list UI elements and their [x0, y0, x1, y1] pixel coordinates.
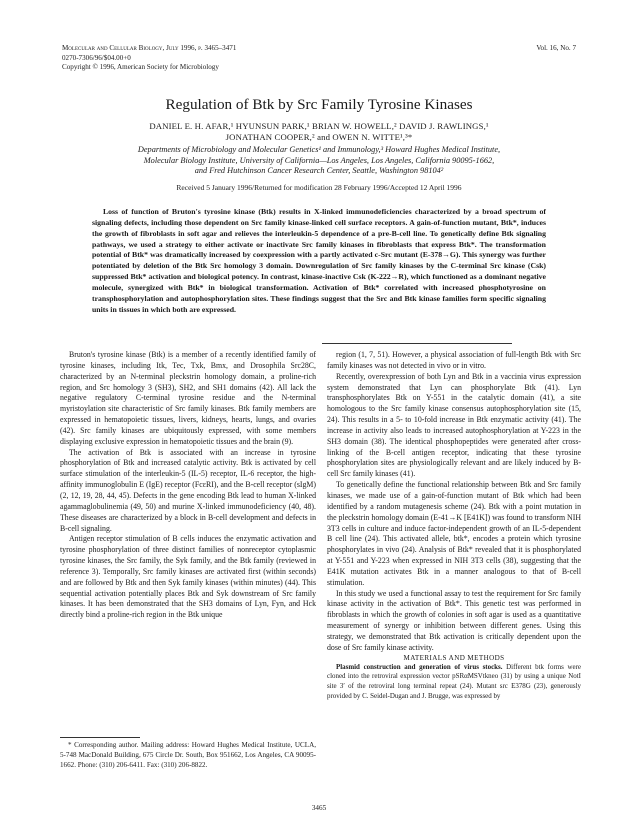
issn-line: 0270-7306/96/$04.00+0: [62, 53, 131, 62]
journal-citation: Molecular and Cellular Biology, July 1996, p. 3465–3471: [62, 44, 237, 52]
received-dates: Received 5 January 1996/Returned for modification 28 February 1996/Accepted 12 April 1996: [176, 183, 462, 192]
body-paragraph: region (1, 7, 51). However, a physical association of full-length Btk with Src family kinases was not detected in vivo or in vitro.: [327, 350, 581, 370]
methods-run-in-heading: Plasmid construction and generation of virus stocks.: [336, 662, 503, 671]
body-paragraph: Recently, overexpression of both Lyn and Btk in a vaccinia virus expression system demonstrated that Lyn can phosphorylate Btk (41). Lyn transphosphorylates Btk on Y-551 in the catalytic domain (41), a site homologous to the Src family kinase consensus autophosphorylation site (15, 24). This results in a 5- to 10-fold increase in Btk enzymatic activity (41). The increase in activity also leads to increased autophosphorylation at Y-223 in the SH3 domain (38). The identical phosphopeptides were generated after cross-linking of the B-cell antigen receptor, indicating that these tyrosine phosphorylation sites are physiologically relevant and are likely induced by B-cell Src family kinases (41).: [327, 371, 581, 479]
body-paragraph: Bruton's tyrosine kinase (Btk) is a member of a recently identified family of tyrosine kinases, including Itk, Tec, Txk, Bmx, and Drosophila Src28C, characterized by an N-terminal pleckstrin homology domain, a proline-rich region, and Src homology 3 (SH3), SH2, and SH1 domains (42). All lack the negative regulatory C-terminal tyrosine residue and the N-terminal myristoylation site characteristic of Src family kinases. Btk family members are expressed in hematopoietic tissues, livers, kidneys, hearts, lungs, and ovaries (42). Src family kinases are ubiquitously expressed, with some members displaying exclusive expression in hematopoietic tissues and the brain (9).: [60, 350, 316, 446]
abstract-divider: [322, 343, 512, 344]
affiliation-line-2: Molecular Biology Institute, University of California—Los Angeles, Los Angeles, California 90095-1662,: [143, 155, 495, 165]
right-column: [327, 350, 581, 701]
journal-header: [62, 44, 576, 73]
authors-line-1: DANIEL E. H. AFAR,¹ HYUNSUN PARK,¹ BRIAN W. HOWELL,² DAVID J. RAWLINGS,¹: [149, 121, 489, 131]
affiliations: [100, 145, 538, 177]
body-paragraph: Antigen receptor stimulation of B cells induces the enzymatic activation and tyrosine phosphorylation of three distinct families of nonreceptor cytoplasmic tyrosine kinases, the Src family, the Syk family, and the Btk family (reviewed in reference 3). Temporally, Src family kinases are activated first (within seconds) and are followed by Btk and then Syk family kinases (within minutes) (44). This sequential activation potentially places Btk and Syk downstream of Src family kinases. It has been demonstrated that the SH3 domains of Lyn, Fyn, and Hck directly bind a proline-rich region in the Btk unique: [60, 534, 316, 620]
volume-issue: Vol. 16, No. 7: [536, 44, 576, 52]
methods-text: Different btk forms were cloned into the retroviral expression vector pSRαMSVtkneo (31) by using a unique NotI site 3′ of the retroviral long terminal repeat (24). Mutant src E378G (23), generously provided by C. Seidel-Dugan and J. Brugge, was expressed by: [327, 662, 582, 700]
body-paragraph: The activation of Btk is associated with an increase in tyrosine phosphorylation of Btk and increased catalytic activity. Btk is activated by cell surface stimulation of the interleukin-5 (IL-5) receptor, IL-6 receptor, the high-affinity immunoglobulin E (IgE) receptor (FcεRI), and the B-cell receptor (sIgM) (2, 12, 19, 28, 44, 45). Defects in the gene encoding Btk lead to human X-linked agammaglobulinemia (49, 50) and murine X-linked immunodeficiency (40, 48). These diseases are characterized by a block in B-cell development and defects in B-cell signaling.: [60, 447, 316, 533]
footnote-rule: [60, 737, 140, 738]
corresponding-author-footnote: * Corresponding author. Mailing address: Howard Hughes Medical Institute, UCLA, 5-748 MacDonald Building, 675 Circle Dr. South, Box 951662, Los Angeles, CA 90095-1662. Phone: (310) 206-6411. Fax: (310) 206-8822.: [60, 741, 316, 769]
article-title: Regulation of Btk by Src Family Tyrosine Kinases: [165, 96, 473, 113]
body-paragraph: In this study we used a functional assay to test the requirement for Src family kinase activity in the activation of Btk*. This genetic test was performed in fibroblasts in which the growth of colonies in soft agar is used as a quantitative measurement of synergy or inhibition between different genes. Using this strategy, we demonstrated that Btk activation is critically dependent upon the dose of Src family kinase activity.: [327, 588, 581, 652]
page-number: 3465: [311, 804, 327, 812]
affiliation-line-1: Departments of Microbiology and Molecular Genetics¹ and Immunology,³ Howard Hughes Medical Institute,: [137, 145, 501, 154]
methods-paragraph: [327, 663, 581, 702]
section-heading-methods: MATERIALS AND METHODS: [403, 653, 505, 662]
affiliation-line-3: and Fred Hutchinson Cancer Research Center, Seattle, Washington 98104²: [194, 166, 444, 176]
copyright-line: Copyright © 1996, American Society for Microbiology: [62, 63, 219, 72]
author-list: [80, 121, 558, 143]
left-column: [60, 350, 316, 621]
authors-line-2: JONATHAN COOPER,² and OWEN N. WITTE¹,³*: [225, 132, 413, 143]
abstract: Loss of function of Bruton's tyrosine kinase (Btk) results in X-linked immunodeficiencies characterized by a broad spectrum of signaling defects, including those dependent on Src family kinase-linked cell surface receptors. A gain-of-function mutant, Btk*, induces the growth of fibroblasts in soft agar and relieves the interleukin-5 dependence of a pre-B-cell line. To genetically define Btk signaling pathways, we used a strategy to either activate or inactivate Src family kinases in fibroblasts that express Btk*. The transformation potential of Btk* was dramatically increased by coexpression with a partly activated c-Src mutant (E-378→G). This synergy was further potentiated by deletion of the Btk Src homology 3 domain. Downregulation of Src family kinases by the C-terminal Src kinase (Csk) suppressed Btk* activation and biological potency. In contrast, kinase-inactive Csk (K-222→R), which functioned as a dominant negative molecule, synergized with Btk* in biological transformation. Activation of Btk* correlated with increased phosphotyrosine on transphosphorylation and autophosphorylation sites. These findings suggest that the Src and Btk kinase families form specific signaling units in tissues in which both are expressed.: [92, 207, 546, 314]
body-paragraph: To genetically define the functional relationship between Btk and Src family kinases, we made use of a gain-of-function mutant of Btk which had been identified by a random mutagenesis scheme (24). Btk with a point mutation in the pleckstrin homology domain (E-41→K [E41K]) was found to transform NIH 3T3 cells in culture and induce factor-independent growth of an IL-5-dependent B cell line (24). This activated allele, btk*, encodes a protein which tyrosine phosphorylates in vivo (24). Analysis of Btk* revealed that it is phosphorylated at Y-551 and Y-223 when expressed in NIH 3T3 cells (38), suggesting that the E41K mutation activates Btk in a manner analogous to that of B-cell stimulation.: [327, 480, 581, 587]
